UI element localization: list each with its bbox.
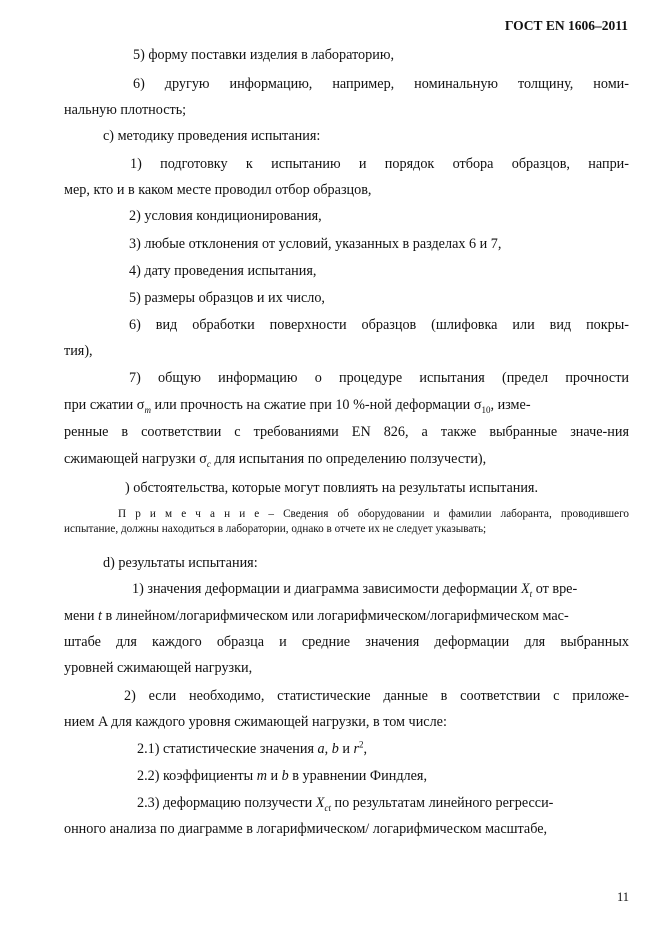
text-line: уровней сжимающей нагрузки, (64, 660, 253, 676)
text-line: 2) если необходимо, статистические данные в соответствии с приложе- (124, 688, 629, 704)
text-line: онного анализа по диаграмме в логарифмическом/ логарифмическом масштабе, (64, 821, 548, 837)
note-line: П р и м е ч а н и е – Сведения об оборудовании и фамилии лаборанта, проводившего (118, 508, 629, 520)
sigma-symbol: σ (136, 397, 145, 413)
sigma-symbol: σ (199, 451, 207, 467)
text-line: тия), (64, 343, 93, 359)
text-line: 1) подготовку к испытанию и порядок отбора образцов, напри- (130, 156, 629, 172)
text-line: 5) форму поставки изделия в лабораторию, (133, 47, 394, 63)
text-line: мени t в линейном/логарифмическом или логарифмическом/логарифмическом мас- (64, 608, 569, 624)
text-line: 3) любые отклонения от условий, указанных в разделах 6 и 7, (129, 236, 502, 252)
text-line: ) обстоятельства, которые могут повлиять на результаты испытания. (125, 480, 539, 496)
text-line: 4) дату проведения испытания, (129, 263, 317, 279)
text-line: d) результаты испытания: (103, 555, 258, 571)
text-line: 5) размеры образцов и их число, (129, 290, 325, 306)
text-line: штабе для каждого образца и средние значения деформации для выбранных (64, 634, 629, 650)
sigma-symbol: σ (473, 397, 482, 413)
text-line: 6) вид обработки поверхности образцов (шлифовка или вид покры- (129, 317, 629, 333)
text-line: c) методику проведения испытания: (103, 128, 321, 144)
text-line: 1) значения деформации и диаграмма зависимости деформации $X_t$ от вре- (132, 581, 578, 599)
text-line: 7) общую информацию о процедуре испытания (предел прочности (129, 370, 629, 386)
text-line: нием A для каждого уровня сжимающей нагрузки, в том числе: (64, 714, 447, 730)
text-line: при сжатии $\sigma_m$ или прочность на сжатие при 10 %-ной деформации $\sigma_{10}$, изме- (64, 397, 531, 415)
text-line: мер, кто и в каком месте проводил отбор образцов, (64, 182, 372, 198)
document-header: ГОСТ EN 1606–2011 (504, 18, 628, 33)
note-line: испытание, должны находиться в лаборатории, однако в отчете их не следует указывать; (64, 523, 487, 535)
text-line: сжимающей нагрузки $\sigma_c$ для испытания по определению ползучести), (64, 451, 487, 469)
text-line: 2.1) статистические значения a, b и $r^2$, (137, 739, 368, 757)
page-number: 11 (616, 890, 629, 904)
text-line: нальную плотность; (64, 102, 187, 118)
text-line: 2.3) деформацию ползучести $X_{ct}$ по результатам линейного регресси- (137, 795, 554, 813)
text-line: 6) другую информацию, например, номинальную толщину, номи- (133, 76, 629, 92)
text-line: 2.2) коэффициенты m и b в уравнении Финдлея, (137, 768, 427, 784)
text-line: ренные в соответствии с требованиями EN 826, а также выбранные значе-ния (64, 424, 629, 440)
text-line: 2) условия кондиционирования, (129, 208, 322, 224)
